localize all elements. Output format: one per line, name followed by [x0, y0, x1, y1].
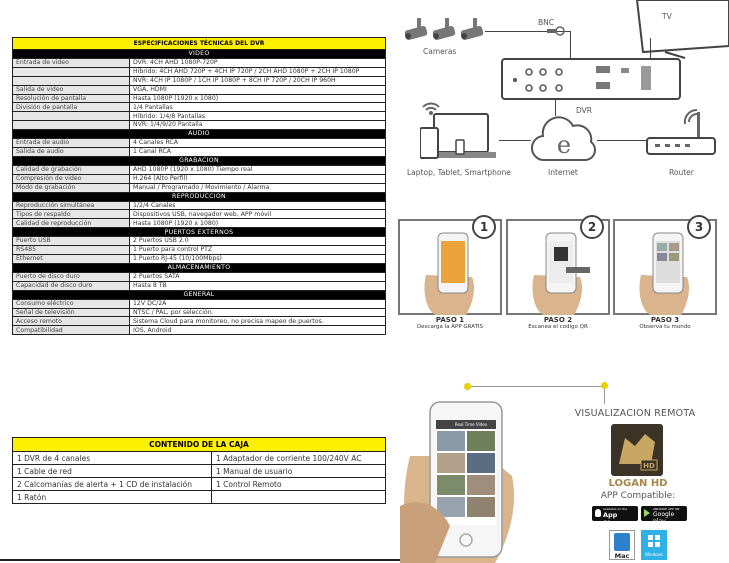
step-number-badge: 3 — [687, 215, 711, 239]
dvr-icon — [501, 56, 681, 101]
spec-value: 2 Puertos USB 2.0 — [130, 237, 386, 246]
box-row — [13, 491, 386, 504]
spec-row — [13, 165, 386, 174]
box-title: CONTENIDO DE LA CAJA — [13, 438, 386, 452]
spec-value: Hasta 1080P (1920 x 1080) — [130, 219, 386, 228]
spec-row — [13, 59, 386, 68]
spec-label: Tipos de respaldo — [13, 210, 130, 219]
bnc-label: BNC — [538, 18, 554, 27]
tv-label: TV — [662, 12, 672, 21]
windows-label: Windows — [645, 552, 663, 557]
step-title: PASO 1 — [435, 316, 465, 324]
step-description: Escanea el codigo QR — [528, 324, 588, 330]
spec-label: Compresión de video — [13, 174, 130, 183]
brand-name: LOGAN HD — [608, 478, 668, 489]
step-phone-image — [637, 231, 697, 315]
spec-label: Resolución de pantalla — [13, 94, 130, 103]
spec-value: NTSC / PAL, por selección. — [130, 308, 386, 317]
box-row — [13, 478, 386, 491]
box-row — [13, 465, 386, 478]
spec-value: 1/4 Pantallas — [130, 103, 386, 112]
step-caption — [615, 316, 715, 330]
spec-label — [13, 76, 130, 85]
spec-value: Híbrido: 4CH AHD 720P + 4CH IP 720P / 2CH AHD 1080P + 2CH IP 1080P — [130, 67, 386, 76]
spec-row — [13, 308, 386, 317]
spec-row — [13, 237, 386, 246]
spec-label: Consumo eléctrico — [13, 299, 130, 308]
box-contents-table — [12, 437, 386, 504]
cameras-icon — [403, 16, 493, 50]
remote-dot-left — [464, 383, 471, 390]
spec-label — [13, 112, 130, 121]
bnc-connector-icon — [547, 26, 565, 36]
spec-value: 2 Puertos SATA — [130, 272, 386, 281]
spec-value: Hasta 1080P (1920 x 1080) — [130, 94, 386, 103]
mac-badge — [609, 530, 635, 560]
app-store-small: Available on the — [603, 507, 628, 511]
mac-face-icon — [614, 533, 630, 551]
laptop-icon — [420, 112, 498, 164]
spec-label: Puerto USB — [13, 237, 130, 246]
spec-section-row — [13, 228, 386, 237]
phone-header: Real Time Video — [454, 422, 488, 427]
remote-connector — [467, 386, 605, 387]
box-item: 1 Control Remoto — [212, 478, 386, 491]
spec-row — [13, 103, 386, 112]
bnc-joint-line — [565, 31, 571, 32]
google-play-badge[interactable] — [641, 506, 687, 525]
google-play-text: Google play — [653, 511, 675, 525]
spec-value: 4 Canales RCA — [130, 139, 386, 148]
spec-title: ESPECIFICACIONES TÉCNICAS DEL DVR — [13, 38, 386, 50]
spec-row — [13, 148, 386, 157]
connection-diagram — [395, 0, 729, 200]
spec-row — [13, 94, 386, 103]
spec-row — [13, 112, 386, 121]
spec-value: AHD 1080P (1920 x 1080) Tiempo real — [130, 165, 386, 174]
spec-value: IOS, Android — [130, 326, 386, 335]
spec-section-row — [13, 50, 386, 59]
spec-row — [13, 246, 386, 255]
internet-label: Internet — [548, 168, 578, 177]
internet-icon — [531, 116, 597, 164]
spec-label: Puerto de disco duro — [13, 272, 130, 281]
box-item: 1 DVR de 4 canales — [13, 452, 212, 465]
steps-panel — [398, 215, 729, 340]
svg-text:e: e — [556, 131, 572, 159]
spec-value: Hasta 8 TB — [130, 281, 386, 290]
spec-section-header: ALMACENAMIENTO — [13, 263, 386, 272]
spec-section-header: PUERTOS EXTERNOS — [13, 228, 386, 237]
spec-label: Calidad de reproducción — [13, 219, 130, 228]
spec-label: Salida de video — [13, 85, 130, 94]
google-play-small: ANDROID APP ON — [653, 507, 680, 511]
logo-hd-text: HD — [643, 462, 655, 470]
spec-value: VGA, HDMI — [130, 85, 386, 94]
step-description: Observa tu mundo — [639, 324, 691, 330]
app-compatible-label: APP Compatible: — [600, 491, 676, 501]
spec-row — [13, 67, 386, 76]
spec-value: Dispositivos USB, navegador web, APP móvil — [130, 210, 386, 219]
logan-hd-logo — [611, 424, 663, 476]
box-item — [212, 491, 386, 504]
step-number-badge: 1 — [472, 215, 496, 239]
spec-label: Ethernet — [13, 255, 130, 264]
spec-row — [13, 326, 386, 335]
spec-label: Calidad de grabación — [13, 165, 130, 174]
bnc-drop-line — [570, 31, 571, 59]
spec-row — [13, 183, 386, 192]
box-row — [13, 452, 386, 465]
mac-label: Mac — [614, 552, 630, 560]
spec-value: Sistema Cloud para monitoreo, no precisa mapeo de puertos. — [130, 317, 386, 326]
spec-row — [13, 281, 386, 290]
spec-label: Compatibilidad — [13, 326, 130, 335]
spec-value: NVR: 1/4/9/20 Pantalla — [130, 121, 386, 130]
spec-label: Señal de televisión — [13, 308, 130, 317]
devices-label: Laptop, Tablet, Smartphone — [407, 168, 511, 177]
spec-value: 1 Puerto para control PTZ — [130, 246, 386, 255]
step-title: PASO 2 — [543, 316, 573, 324]
step-number-badge: 2 — [580, 215, 604, 239]
box-item: 1 Cable de red — [13, 465, 212, 478]
spec-row — [13, 174, 386, 183]
play-icon — [644, 509, 650, 517]
spec-section-header: GRABACIÓN — [13, 156, 386, 165]
spec-value: 1 Puerto RJ-45 (10/100Mbps) — [130, 255, 386, 264]
box-title-row — [13, 438, 386, 452]
step-caption — [400, 316, 500, 330]
spec-value: 1 Canal RCA — [130, 148, 386, 157]
spec-section-row — [13, 130, 386, 139]
box-item: 1 Manual de usuario — [212, 465, 386, 478]
spec-table — [12, 37, 386, 335]
spec-row — [13, 76, 386, 85]
box-item: 1 Ratón — [13, 491, 212, 504]
spec-section-header: REPRODUCCIÓN — [13, 192, 386, 201]
spec-section-row — [13, 156, 386, 165]
spec-row — [13, 255, 386, 264]
spec-value: DVR: 4CH AHD 1080P-720P — [130, 59, 386, 68]
spec-row — [13, 272, 386, 281]
spec-row — [13, 317, 386, 326]
spec-row — [13, 85, 386, 94]
router-label: Router — [669, 168, 694, 177]
remote-title: VISUALIZACION REMOTA — [574, 408, 696, 419]
dvr-internet-line — [555, 100, 556, 116]
spec-row — [13, 201, 386, 210]
remote-dot-right — [601, 382, 608, 389]
spec-label: RS485 — [13, 246, 130, 255]
spec-label: Reproducción simultánea — [13, 201, 130, 210]
spec-label: Modo de grabación — [13, 183, 130, 192]
spec-value: Manual / Programado / Movimiento / Alarma — [130, 183, 386, 192]
router-line — [597, 140, 647, 141]
app-store-text: App Store — [603, 511, 623, 527]
step-title: PASO 3 — [650, 316, 680, 324]
spec-label: División de pantalla — [13, 103, 130, 112]
step-caption — [508, 316, 608, 330]
bottom-rule — [0, 559, 405, 561]
step-phone-image — [530, 231, 590, 315]
spec-value: 12V DC/2A — [130, 299, 386, 308]
spec-label: Entrada de audio — [13, 139, 130, 148]
router-icon — [645, 108, 717, 162]
spec-row — [13, 139, 386, 148]
spec-section-row — [13, 290, 386, 299]
spec-value: H.264 (Alto Perfil) — [130, 174, 386, 183]
spec-section-header: AUDIO — [13, 130, 386, 139]
dvr-label: DVR — [576, 106, 592, 115]
step-description: Descarga la APP GRATIS — [416, 324, 484, 330]
spec-label: Entrada de video — [13, 59, 130, 68]
spec-label — [13, 67, 130, 76]
spec-value: NVR: 4CH IP 1080P / 1CH IP 1080P + 8CH IP 720P / 20CH IP 960H — [130, 76, 386, 85]
spec-title-row — [13, 38, 386, 50]
apple-icon — [595, 509, 601, 517]
spec-label: Salida de audio — [13, 148, 130, 157]
windows-logo-icon — [648, 535, 660, 547]
cameras-label: Cameras — [423, 47, 457, 56]
spec-value: 1/2/4 Canales — [130, 201, 386, 210]
spec-section-row — [13, 192, 386, 201]
step-phone-image — [422, 231, 482, 315]
spec-section-header: GENERAL — [13, 290, 386, 299]
spec-label — [13, 121, 130, 130]
box-item: 2 Calcomanías de alerta + 1 CD de instalación — [13, 478, 212, 491]
box-item: 1 Adaptador de corriente 100/240V AC — [212, 452, 386, 465]
spec-row — [13, 121, 386, 130]
windows-badge — [641, 530, 667, 560]
devices-line — [499, 140, 531, 141]
spec-row — [13, 299, 386, 308]
spec-label: Capacidad de disco duro — [13, 281, 130, 290]
spec-section-row — [13, 263, 386, 272]
spec-section-header: VIDEO — [13, 50, 386, 59]
spec-value: Híbrido: 1/4/8 Pantallas — [130, 112, 386, 121]
spec-row — [13, 210, 386, 219]
spec-label: Acceso remoto — [13, 317, 130, 326]
app-store-badge[interactable] — [592, 506, 638, 527]
spec-row — [13, 219, 386, 228]
